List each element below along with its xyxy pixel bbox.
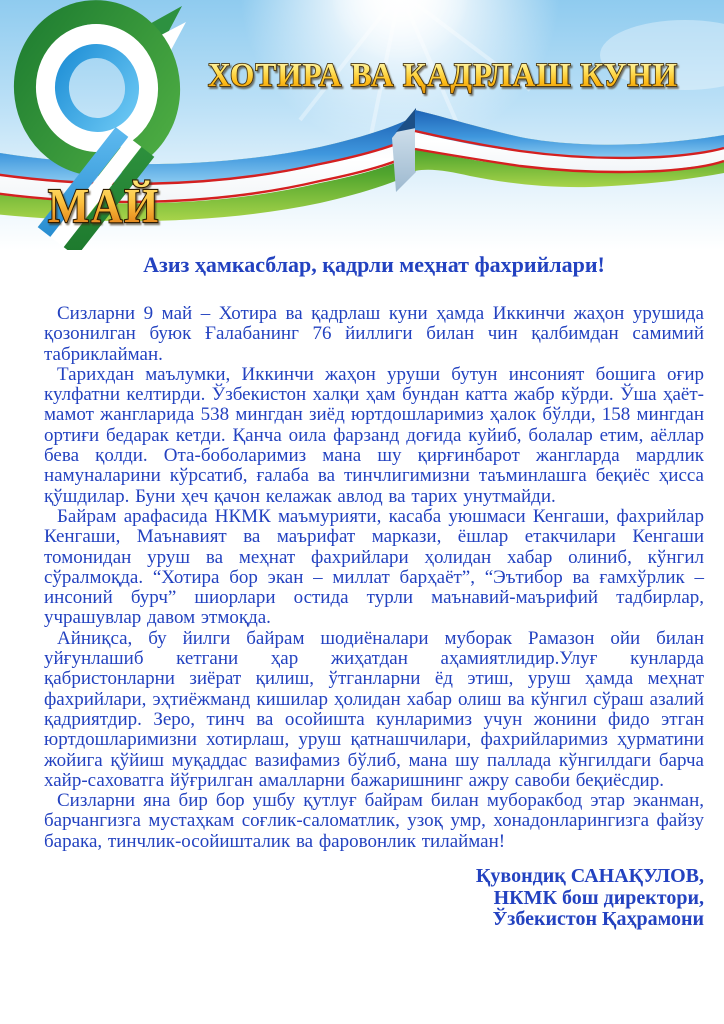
paragraph-history: Тарихдан маълумки, Иккинчи жаҳон уруши бутун инсоният бошига оғир кулфатни келтирди. Ўзбекистон халқи ҳам бундан катта жабр кўрди. Ўша ҳаёт-мамот жангларида 538 мингдан зиёд юртдошларимиз ҳалок бўлди, 158 мингдан ортиғи бедарак кетди. Қанча оила фарзанд доғида куйиб, болалар етим, аёллар бева қолди. Ота-боболаримиз мана шу қирғинбарот жангларда мардлик намуналарини кўрсатиб, ғалаба ва тинчлигимизни таъминлашга беқиёс ҳисса қўшдилар. Буни ҳеч қачон келажак авлод ва тарих унутмайди. — [44, 363, 704, 507]
paragraph-events: Байрам арафасида НКМК маъмурияти, касаба уюшмаси Кенгаши, фахрийлар Кенгаши, Маънавият ва маърифат маркази, ёшлар етакчилари Кенгаши томонидан уруш ва меҳнат фахрийлари ҳолидан хабар олиниб, кўнгил сўралмоқда. “Хотира бор экан – миллат барҳаёт”, “Эътибор ва ғамхўрлик – инсоний бурч” шиорлари остида турли маънавий-маърифий тадбирлар, учрашувлар давом этмоқда. — [44, 505, 704, 629]
letter-body — [0, 250, 724, 931]
signature-role: НКМК бош директори, — [493, 886, 704, 909]
salutation: Азиз ҳамкасблар, қадрли меҳнат фахрийлари! — [143, 252, 605, 277]
signature-honor: Ўзбекистон Қаҳрамони — [492, 908, 704, 931]
paragraph-wishes: Сизларни яна бир бор ушбу қутлуғ байрам билан муборакбод этар эканман, барчангизга мустаҳкам соғлик-саломатлик, узоқ умр, хонадонларингизга файзу барака, тинчлик-осойишталик ва фаровонлик тилайман! — [44, 790, 704, 852]
signature-block — [44, 866, 704, 931]
paragraph-ramadan: Айниқса, бу йилги байрам шодиёналари муборак Рамазон ойи билан уйғунлашиб кетгани ҳар жиҳатдан аҳамиятлидир.Улуғ кунларда қабристонларни зиёрат қилиш, ўтганларни ёд этиш, уруш ҳамда меҳнат фахрийлари, эҳтиёжманд кишилар ҳолидан хабар олиш ва кўнгил сўраш азалий қадриятдир. Зеро, тинч ва осойишта кунларимиз учун жонини фидо этган юртдошларимизни хотирлаш, уруш қатнашчилари, фахрийларимиз ҳурматини жойига қўйиш муқаддас вазифамиз бўлиб, мана шу паллада кўнгилдаги барча хайр-саховатга йўғрилган амалларни бажаришнинг ажру савоби беқиёсдир. — [44, 627, 704, 791]
header-art — [0, 0, 724, 250]
paragraph-greeting: Сизларни 9 май – Хотира ва қадрлаш куни ҳамда Иккинчи жаҳон урушида қозонилган буюк Ғалабанинг 76 йиллиги билан чин қалбимдан самимий табриклайман. — [44, 303, 704, 365]
page-title: ХОТИРА ВА ҚАДРЛАШ КУНИ — [208, 57, 678, 94]
month-label: МАЙ — [48, 178, 160, 233]
signature-name: Қувондиқ САНАҚУЛОВ, — [475, 865, 704, 888]
